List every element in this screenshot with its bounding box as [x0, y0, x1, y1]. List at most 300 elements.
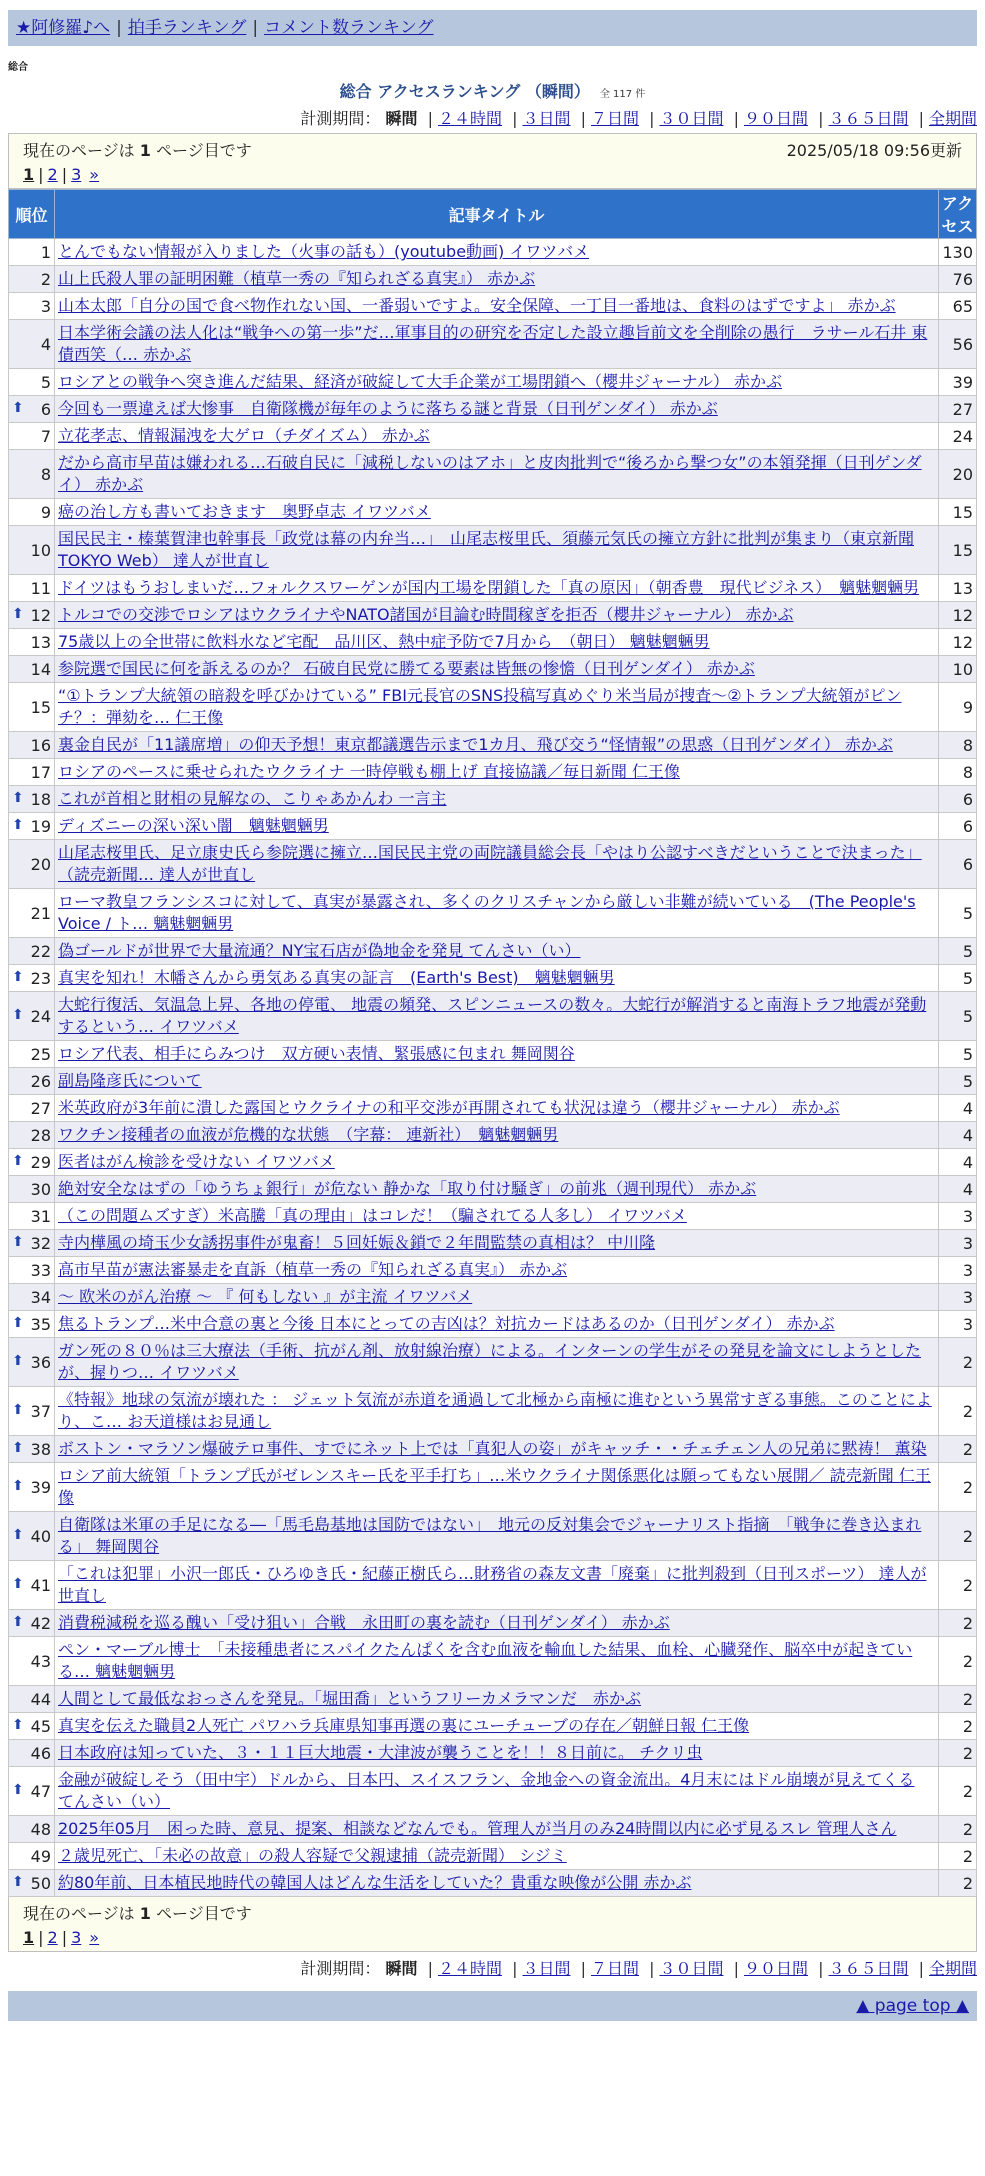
rank-cell: [9, 526, 55, 575]
pagination-bottom: 現在のページは 1 ページ目です 1 | 2 | 3 »: [8, 1897, 977, 1952]
rank-cell: [9, 499, 55, 526]
access-count: 76: [939, 266, 977, 293]
rank-number: 19: [30, 816, 51, 836]
access-count: 39: [939, 369, 977, 396]
title-cell: [55, 1311, 939, 1338]
access-count: 56: [939, 320, 977, 369]
article-title-link[interactable]: ボストン・マラソン爆破テロ事件、すでにネット上では「真犯人の姿」がキャッチ・・チェチェン人の兄弟に黙祷！ 薫染: [58, 1439, 927, 1458]
period-current: 瞬間: [385, 1959, 418, 1978]
table-row: [9, 1686, 977, 1713]
access-count: 2: [939, 1561, 977, 1610]
access-count: 3: [939, 1230, 977, 1257]
rank-number: 37: [30, 1401, 51, 1421]
article-title-link[interactable]: 大蛇行復活、気温急上昇、各地の停電、 地震の頻発、スピンニュースの数々。大蛇行が解消すると南海トラフ地震が発動するという… イワツバメ: [58, 995, 927, 1036]
article-title-link[interactable]: 絶対安全なはずの「ゆうちょ銀行」が危ない 静かな「取り付け騒ぎ」の前兆（週刊現代） 赤かぶ: [58, 1179, 757, 1198]
article-title-link[interactable]: 75歳以上の全世帯に飲料水など宅配 品川区、熱中症予防で7月から （朝日） 魑魅魍魎男: [58, 632, 710, 651]
rank-number: 14: [30, 659, 51, 679]
table-row: [9, 1610, 977, 1637]
rank-cell: [9, 759, 55, 786]
rank-cell: [9, 992, 55, 1041]
rank-number: 27: [30, 1098, 51, 1118]
table-row: [9, 759, 977, 786]
period-link-24h[interactable]: ２４時間: [437, 109, 502, 128]
rank-up-arrow-icon: ⬆: [12, 1233, 24, 1250]
rank-number: 41: [30, 1575, 51, 1595]
rank-cell: [9, 1512, 55, 1561]
rank-cell: [9, 1284, 55, 1311]
title-cell: [55, 1041, 939, 1068]
updated-timestamp: 2025/05/18 09:56更新: [786, 141, 962, 160]
article-title-link[interactable]: ２歳児死亡、「未必の故意」の殺人容疑で父親逮捕（読売新聞） シジミ: [58, 1846, 567, 1865]
title-cell: [55, 396, 939, 423]
table-row: [9, 369, 977, 396]
table-row: [9, 499, 977, 526]
table-row: [9, 1512, 977, 1561]
table-row: [9, 1257, 977, 1284]
table-row: [9, 1230, 977, 1257]
article-title-link[interactable]: 金融が破綻しそう（田中宇）ドルから、日本円、スイスフラン、金地金への資金流出。4月末にはドル崩壊が見えてくる てんさい（い）: [58, 1770, 915, 1811]
title-cell: [55, 499, 939, 526]
article-title-link[interactable]: （この問題ムズすぎ）米高騰「真の理由」はコレだ！（騙されてる人多し） イワツバメ: [58, 1206, 687, 1225]
title-cell: [55, 239, 939, 266]
rank-number: 45: [30, 1716, 51, 1736]
period-current: 瞬間: [385, 109, 418, 128]
rank-cell: [9, 293, 55, 320]
rank-up-arrow-icon: ⬆: [12, 1575, 24, 1592]
rank-cell: [9, 1230, 55, 1257]
rank-cell: [9, 1257, 55, 1284]
article-title-link[interactable]: 米英政府が3年前に潰した露国とウクライナの和平交渉が再開されても状況は違う（櫻井ジャーナル） 赤かぶ: [58, 1098, 840, 1117]
article-title-link[interactable]: 山上氏殺人罪の証明困難（植草一秀の『知られざる真実』） 赤かぶ: [58, 269, 536, 288]
access-count: 6: [939, 813, 977, 840]
access-count: 12: [939, 602, 977, 629]
ashura-home-link[interactable]: ★阿修羅♪へ: [16, 18, 111, 38]
period-label: 計測期間：: [300, 109, 381, 128]
article-title-link[interactable]: ガン死の８０％は三大療法（手術、抗がん剤、放射線治療）による。インターンの学生がその発見を論文にしようとしたが、握りつ… イワツバメ: [58, 1341, 922, 1382]
title-cell: [55, 938, 939, 965]
article-title-link[interactable]: ロシア前大統領「トランプ氏がゼレンスキー氏を平手打ち」…米ウクライナ関係悪化は願ってもない展開／ 読売新聞 仁王像: [58, 1466, 931, 1507]
article-title-link[interactable]: 山本太郎「自分の国で食べ物作れない国、一番弱いですよ。安全保障、一丁目一番地は、食料のはずですよ」 赤かぶ: [58, 296, 896, 315]
access-count: 5: [939, 965, 977, 992]
article-title-link[interactable]: 裏金自民が「11議席増」の仰天予想！東京都議選告示まで1カ月、飛び交う“怪情報”の思惑（日刊ゲンダイ） 赤かぶ: [58, 735, 893, 754]
rank-number: 43: [30, 1651, 51, 1671]
rank-cell: [9, 1436, 55, 1463]
article-title-link[interactable]: ロシアとの戦争へ突き進んだ結果、経済が破綻して大手企業が工場閉鎖へ（櫻井ジャーナル） 赤かぶ: [58, 372, 782, 391]
rank-up-arrow-icon: ⬆: [12, 816, 24, 833]
article-title-link[interactable]: 国民民主・榛葉賀津也幹事長「政党は幕の内弁当…」 山尾志桜里氏、須藤元気氏の擁立方針に批判が集まり（東京新聞TOKYO Web） 達人が世直し: [58, 529, 915, 570]
article-title-link[interactable]: ロシア代表、相手にらみつけ 双方硬い表情、緊張感に包まれ 舞岡関谷: [58, 1044, 575, 1063]
article-title-link[interactable]: 参院選で国民に何を訴えるのか？ 石破自民党に勝てる要素は皆無の惨憺（日刊ゲンダイ） 赤かぶ: [58, 659, 755, 678]
table-row: [9, 575, 977, 602]
rank-number: 22: [30, 941, 51, 961]
access-count: 24: [939, 423, 977, 450]
page-link-2[interactable]: 2: [47, 165, 58, 184]
access-count: 2: [939, 1512, 977, 1561]
title-cell: [55, 1713, 939, 1740]
title-cell: [55, 629, 939, 656]
rank-number: 24: [30, 1006, 51, 1026]
applause-ranking-link[interactable]: 拍手ランキング: [127, 18, 247, 38]
col-rank: 順位: [9, 190, 55, 239]
access-count: 15: [939, 526, 977, 575]
article-title-link[interactable]: 癌の治し方も書いておきます 奥野卓志 イワツバメ: [58, 502, 431, 521]
access-count: 5: [939, 992, 977, 1041]
table-row: [9, 1176, 977, 1203]
current-page-text: 現在のページは 1 ページ目です: [23, 141, 252, 160]
table-row: [9, 1387, 977, 1436]
title-cell: [55, 683, 939, 732]
title-cell: [55, 1512, 939, 1561]
rank-up-arrow-icon: ⬆: [12, 1152, 24, 1169]
col-title: 記事タイトル: [55, 190, 939, 239]
title-cell: [55, 1095, 939, 1122]
article-title-link[interactable]: ローマ教皇フランシスコに対して、真実が暴露され、多くのクリスチャンから厳しい非難が続いている (The People's Voice / ト… 魑魅魍魎男: [58, 892, 916, 933]
table-row: [9, 1843, 977, 1870]
access-count: 3: [939, 1257, 977, 1284]
table-row: [9, 1311, 977, 1338]
article-title-link[interactable]: 人間として最低なおっさんを発見。「堀田喬」というフリーカメラマンだ 赤かぶ: [58, 1689, 642, 1708]
article-title-link[interactable]: これが首相と財相の見解なの、こりゃあかんわ 一言主: [58, 789, 447, 808]
rank-cell: [9, 965, 55, 992]
table-row: [9, 320, 977, 369]
access-count: 15: [939, 499, 977, 526]
ranking-table: [8, 189, 977, 1897]
rank-cell: [9, 1122, 55, 1149]
article-title-link[interactable]: 寺内樺風の埼玉少女誘拐事件が鬼畜！５回妊娠＆鎖で２年間監禁の真相は？ 中川隆: [58, 1233, 656, 1252]
table-row: [9, 526, 977, 575]
access-count: 2: [939, 1610, 977, 1637]
article-title-link[interactable]: ドイツはもうおしまいだ…フォルクスワーゲンが国内工場を閉鎖した「真の原因」（朝香豊 現代ビジネス） 魑魅魍魎男: [58, 578, 920, 597]
article-title-link[interactable]: 消費税減税を巡る醜い「受け狙い」合戦 永田町の裏を読む（日刊ゲンダイ） 赤かぶ: [58, 1613, 670, 1632]
table-row: [9, 1149, 977, 1176]
total-count: 全 117 件: [599, 89, 646, 100]
article-title-link[interactable]: 日本政府は知っていた、３・１１巨大地震・大津波が襲うことを！！８日前に。 チクリ虫: [58, 1743, 703, 1762]
access-count: 2: [939, 1767, 977, 1816]
access-count: 8: [939, 759, 977, 786]
title-cell: [55, 1561, 939, 1610]
rank-up-arrow-icon: ⬆: [12, 789, 24, 806]
rank-cell: [9, 1311, 55, 1338]
title-cell: [55, 1740, 939, 1767]
article-title-link[interactable]: 山尾志桜里氏、足立康史氏ら参院選に擁立…国民民主党の両院議員総会長「やはり公認すべきだということで決まった」（読売新聞… 達人が世直し: [58, 843, 922, 884]
title-cell: [55, 1338, 939, 1387]
rank-cell: [9, 683, 55, 732]
article-title-link[interactable]: 日本学術会議の法人化は“戦争への第一歩”だ…軍事目的の研究を否定した設立趣旨前文を全削除の愚行 ラサール石井 東債西笑（… 赤かぶ: [58, 323, 928, 364]
table-row: [9, 1870, 977, 1897]
rank-cell: [9, 266, 55, 293]
article-title-link[interactable]: 「これは犯罪」小沢一郎氏・ひろゆき氏・紀藤正樹氏ら…財務省の森友文書「廃棄」に批判殺到（日刊スポーツ） 達人が世直し: [58, 1564, 927, 1605]
article-title-link[interactable]: ～ 欧米のがん治療 ～ 『 何もしない 』が主流 イワツバメ: [58, 1287, 473, 1306]
table-row: [9, 266, 977, 293]
article-title-link[interactable]: とんでもない情報が入りました（火事の話も）(youtube動画) イワツバメ: [58, 242, 590, 261]
rank-up-arrow-icon: ⬆: [12, 1352, 24, 1369]
title-cell: [55, 1284, 939, 1311]
rank-up-arrow-icon: ⬆: [12, 1613, 24, 1630]
period-link-all[interactable]: 全期間: [928, 1959, 977, 1978]
access-count: 5: [939, 1068, 977, 1095]
table-row: [9, 683, 977, 732]
rank-number: 18: [30, 789, 51, 809]
current-page-text: 現在のページは 1 ページ目です: [23, 1904, 252, 1923]
table-row: [9, 1740, 977, 1767]
period-link-3d[interactable]: ３日間: [522, 109, 571, 128]
table-row: [9, 602, 977, 629]
title-cell: [55, 1767, 939, 1816]
article-title-link[interactable]: 立花孝志、情報漏洩を大ゲロ（チダイズム） 赤かぶ: [58, 426, 430, 445]
title-cell: [55, 992, 939, 1041]
page-link-3[interactable]: 3: [71, 165, 82, 184]
access-count: 12: [939, 629, 977, 656]
title-cell: [55, 1149, 939, 1176]
access-count: 8: [939, 732, 977, 759]
article-title-link[interactable]: 焦るトランプ…米中合意の裏と今後 日本にとっての吉凶は？対抗カードはあるのか（日刊ゲンダイ） 赤かぶ: [58, 1314, 835, 1333]
rank-number: 13: [30, 632, 51, 652]
table-row: [9, 1637, 977, 1686]
rank-cell: [9, 1767, 55, 1816]
period-link-365d[interactable]: ３６５日間: [828, 1959, 909, 1978]
comment-ranking-link[interactable]: コメント数ランキング: [264, 18, 434, 38]
period-link-24h[interactable]: ２４時間: [437, 1959, 502, 1978]
title-cell: [55, 813, 939, 840]
rank-number: 1: [40, 242, 51, 262]
article-title-link[interactable]: 自衛隊は米軍の手足になる―「馬毛島基地は国防ではない」 地元の反対集会でジャーナリスト指摘 「戦争に巻き込まれる」 舞岡関谷: [58, 1515, 922, 1556]
period-selector: 計測期間： 瞬間 | ２４時間 | ３日間 | ７日間 | ３０日間 | ９０日間 | ３６５日間 | 全期間: [300, 109, 977, 128]
title-cell: [55, 1176, 939, 1203]
rank-up-arrow-icon: ⬆: [12, 1873, 24, 1890]
rank-cell: [9, 423, 55, 450]
table-row: [9, 1284, 977, 1311]
rank-number: 7: [40, 426, 51, 446]
genre-label: 総合: [8, 62, 28, 73]
period-link-7d[interactable]: ７日間: [590, 109, 639, 128]
rank-up-arrow-icon: ⬆: [12, 1477, 24, 1494]
ranking-heading: 総合 アクセスランキング （瞬間）: [339, 82, 590, 101]
title-cell: [55, 1816, 939, 1843]
access-count: 2: [939, 1740, 977, 1767]
rank-number: 31: [30, 1206, 51, 1226]
article-title-link[interactable]: 高市早苗が憲法審暴走を直訴（植草一秀の『知られざる真実』） 赤かぶ: [58, 1260, 568, 1279]
period-label: 計測期間：: [300, 1959, 381, 1978]
access-count: 13: [939, 575, 977, 602]
table-row: [9, 1713, 977, 1740]
rank-number: 26: [30, 1071, 51, 1091]
rank-cell: [9, 1561, 55, 1610]
rank-up-arrow-icon: ⬆: [12, 1314, 24, 1331]
article-title-link[interactable]: 偽ゴールドが世界で大量流通？NY宝石店が偽地金を発見 てんさい（い）: [58, 941, 581, 960]
article-title-link[interactable]: 真実を伝えた職員2人死亡 パワハラ兵庫県知事再選の裏にユーチューブの存在／朝鮮日報 仁王像: [58, 1716, 750, 1735]
article-title-link[interactable]: ロシアのペースに乗せられたウクライナ 一時停戦も棚上げ 直接協議／毎日新聞 仁王像: [58, 762, 680, 781]
page-top-link[interactable]: ▲ page top ▲: [856, 1996, 969, 2016]
title-cell: [55, 575, 939, 602]
access-count: 2: [939, 1463, 977, 1512]
period-link-365d[interactable]: ３６５日間: [828, 109, 909, 128]
rank-number: 21: [30, 903, 51, 923]
rank-cell: [9, 1095, 55, 1122]
rank-number: 47: [30, 1781, 51, 1801]
rank-up-arrow-icon: ⬆: [12, 968, 24, 985]
page-link-3[interactable]: 3: [71, 1928, 82, 1947]
table-row: [9, 1338, 977, 1387]
rank-number: 11: [30, 578, 51, 598]
table-row: [9, 239, 977, 266]
rank-cell: [9, 1686, 55, 1713]
title-cell: [55, 266, 939, 293]
nav-separator: |: [116, 18, 122, 38]
rank-cell: [9, 1843, 55, 1870]
title-cell: [55, 1843, 939, 1870]
table-row: [9, 840, 977, 889]
access-count: 5: [939, 889, 977, 938]
page-link-next[interactable]: »: [89, 165, 100, 184]
rank-number: 12: [30, 605, 51, 625]
article-title-link[interactable]: ワクチン接種者の血液が危機的な状態 （字幕： 連新社） 魑魅魍魎男: [58, 1125, 559, 1144]
access-count: 65: [939, 293, 977, 320]
rank-up-arrow-icon: ⬆: [12, 1526, 24, 1543]
page-link-2[interactable]: 2: [47, 1928, 58, 1947]
table-row: [9, 450, 977, 499]
article-title-link[interactable]: 今回も一票違えば大惨事 自衛隊機が毎年のように落ちる謎と背景（日刊ゲンダイ） 赤かぶ: [58, 399, 718, 418]
rank-cell: [9, 732, 55, 759]
table-row: [9, 1561, 977, 1610]
title-cell: [55, 1068, 939, 1095]
access-count: 2: [939, 1338, 977, 1387]
rank-up-arrow-icon: ⬆: [12, 1401, 24, 1418]
rank-number: 17: [30, 762, 51, 782]
article-title-link[interactable]: 約80年前、日本植民地時代の韓国人はどんな生活をしていた？貴重な映像が公開 赤かぶ: [58, 1873, 692, 1892]
page-link-next[interactable]: »: [89, 1928, 100, 1947]
table-row: [9, 1767, 977, 1816]
rank-cell: [9, 1176, 55, 1203]
title-cell: [55, 732, 939, 759]
top-nav-bar: [8, 10, 977, 46]
footer-bar: [8, 1991, 977, 2021]
access-count: 4: [939, 1095, 977, 1122]
table-row: [9, 423, 977, 450]
title-cell: [55, 1637, 939, 1686]
period-link-30d[interactable]: ３０日間: [659, 109, 724, 128]
rank-up-arrow-icon: ⬆: [12, 1716, 24, 1733]
rank-up-arrow-icon: ⬆: [12, 1781, 24, 1798]
title-cell: [55, 1463, 939, 1512]
title-cell: [55, 786, 939, 813]
access-count: 20: [939, 450, 977, 499]
rank-number: 35: [30, 1314, 51, 1334]
rank-cell: [9, 602, 55, 629]
article-title-link[interactable]: ペン・マーブル博士 「未接種患者にスパイクたんぱくを含む血液を輸血した結果、血栓、心臓発作、脳卒中が起きている… 魑魅魍魎男: [58, 1640, 913, 1681]
title-cell: [55, 1610, 939, 1637]
title-cell: [55, 450, 939, 499]
period-link-7d[interactable]: ７日間: [590, 1959, 639, 1978]
rank-cell: [9, 1713, 55, 1740]
article-title-link[interactable]: 《特報》地球の気流が壊れた ： ジェット気流が赤道を通過して北極から南極に進むという異常すぎる事態。このことにより、こ… お天道様はお見通し: [58, 1390, 932, 1431]
rank-up-arrow-icon: ⬆: [12, 605, 24, 622]
rank-cell: [9, 656, 55, 683]
title-cell: [55, 1257, 939, 1284]
table-row: [9, 1463, 977, 1512]
table-header: [9, 190, 977, 239]
article-title-link[interactable]: だから高市早苗は嫌われる…石破自民に「減税しないのはアホ」と皮肉批判で“後ろから撃つ女”の本領発揮（日刊ゲンダイ） 赤かぶ: [58, 453, 922, 494]
nav-separator: |: [252, 18, 259, 38]
access-count: 27: [939, 396, 977, 423]
rank-number: 28: [30, 1125, 51, 1145]
rank-cell: [9, 239, 55, 266]
title-cell: [55, 656, 939, 683]
rank-number: 4: [40, 334, 51, 354]
access-count: 5: [939, 938, 977, 965]
table-row: [9, 1816, 977, 1843]
rank-cell: [9, 938, 55, 965]
rank-up-arrow-icon: ⬆: [12, 1439, 24, 1456]
article-title-link[interactable]: トルコでの交渉でロシアはウクライナやNATO諸国が目論む時間稼ぎを拒否（櫻井ジャーナル） 赤かぶ: [58, 605, 794, 624]
table-row: [9, 656, 977, 683]
period-link-30d[interactable]: ３０日間: [659, 1959, 724, 1978]
rank-cell: [9, 369, 55, 396]
period-link-3d[interactable]: ３日間: [522, 1959, 571, 1978]
rank-cell: [9, 813, 55, 840]
rank-number: 46: [30, 1743, 51, 1763]
table-row: [9, 786, 977, 813]
rank-number: 15: [30, 697, 51, 717]
rank-number: 49: [30, 1846, 51, 1866]
access-count: 6: [939, 840, 977, 889]
rank-cell: [9, 629, 55, 656]
rank-number: 38: [30, 1439, 51, 1459]
table-row: [9, 1068, 977, 1095]
page-current: 1: [23, 165, 35, 184]
rank-number: 23: [30, 968, 51, 988]
rank-cell: [9, 889, 55, 938]
title-cell: [55, 759, 939, 786]
article-title-link[interactable]: 副島隆彦氏について: [58, 1071, 202, 1090]
title-cell: [55, 1870, 939, 1897]
access-count: 3: [939, 1203, 977, 1230]
rank-number: 30: [30, 1179, 51, 1199]
article-title-link[interactable]: 医者はがん検診を受けない イワツバメ: [58, 1152, 335, 1171]
table-row: [9, 992, 977, 1041]
access-count: 130: [939, 239, 977, 266]
table-row: [9, 732, 977, 759]
rank-cell: [9, 1610, 55, 1637]
rank-number: 42: [30, 1613, 51, 1633]
rank-cell: [9, 396, 55, 423]
access-count: 9: [939, 683, 977, 732]
table-row: [9, 1122, 977, 1149]
rank-cell: [9, 450, 55, 499]
article-title-link[interactable]: 2025年05月 困った時、意見、提案、相談などなんでも。管理人が当月のみ24時間以内に必ず見るスレ 管理人さん: [58, 1819, 897, 1838]
rank-cell: [9, 575, 55, 602]
rank-number: 20: [30, 854, 51, 874]
title-cell: [55, 1436, 939, 1463]
article-title-link[interactable]: “①トランプ大統領の暗殺を呼びかけている” FBI元長官のSNS投稿写真めぐり米当局が捜査～②トランプ大統領がピンチ？：弾劾を… 仁王像: [58, 686, 902, 727]
access-count: 2: [939, 1637, 977, 1686]
title-cell: [55, 1230, 939, 1257]
title-cell: [55, 965, 939, 992]
title-cell: [55, 889, 939, 938]
period-link-90d[interactable]: ９０日間: [743, 109, 808, 128]
period-link-all[interactable]: 全期間: [928, 109, 977, 128]
rank-number: 2: [40, 269, 51, 289]
rank-up-arrow-icon: ⬆: [12, 399, 24, 416]
article-title-link[interactable]: 真実を知れ！木幡さんから勇気ある真実の証言 (Earth's Best) 魑魅魍魎男: [58, 968, 615, 987]
rank-number: 33: [30, 1260, 51, 1280]
page-current: 1: [23, 1928, 35, 1947]
period-link-90d[interactable]: ９０日間: [743, 1959, 808, 1978]
period-selector-bottom: 計測期間： 瞬間 | ２４時間 | ３日間 | ７日間 | ３０日間 | ９０日間 | ３６５日間 | 全期間: [300, 1959, 977, 1978]
access-count: 2: [939, 1686, 977, 1713]
rank-cell: [9, 1068, 55, 1095]
rank-cell: [9, 1149, 55, 1176]
article-title-link[interactable]: ディズニーの深い深い闇 魑魅魍魎男: [58, 816, 329, 835]
